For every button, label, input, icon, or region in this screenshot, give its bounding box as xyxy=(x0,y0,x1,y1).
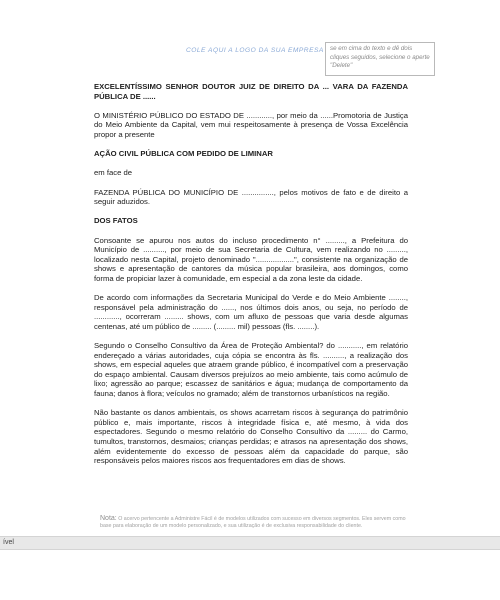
status-bar-text: ível xyxy=(3,539,14,546)
defendant-paragraph: FAZENDA PÚBLICA DO MUNICÍPIO DE ..............., pelos motivos de fato e de direito a seguir aduzidos. xyxy=(94,187,408,207)
em-face-line: em face de xyxy=(94,168,133,178)
addressee-heading: EXCELENTÍSSIMO SENHOR DOUTOR JUIZ DE DIREITO DA ... VARA DA FAZENDA PÚBLICA DE ...... xyxy=(94,82,408,101)
status-bar xyxy=(0,536,500,550)
footnote xyxy=(100,516,406,529)
facts-paragraph: Consoante se apurou nos autos do incluso procedimento n° ........., a Prefeitura do Município de .........., por meio de sua Secretaria de Cultura, vem realizando no ........., localizado nesta Capital, projeto denominado "..................", consistente na organização de shows e apresentação de cantores da música popular brasileira, aos domingos, como forma de propiciar lazer à comunidade, em especial a da zona leste da cidade. xyxy=(94,235,408,283)
facts-paragraph: De acordo com informações da Secretaria Municipal do Verde e do Meio Ambiente ........, responsável pela administração do ......, nos últimos dois anos, ou seja, no período de ............, ocorreram ......... shows, com um afluxo de pessoas que varia desde algumas centenas, até um público de ......... (......... mil) pessoas (fls. ........). xyxy=(94,293,408,331)
facts-heading: DOS FATOS xyxy=(94,216,138,226)
facts-paragraph: Segundo o Conselho Consultivo da Área de Proteção Ambiental? do ..........., em relatório endereçado a várias autoridades, cuja cópia se encontra às fls. .........., a realização dos shows, em especial aqueles que atraem grande público, é incompatível com a preservação do espaço ambiental. Causam diversos prejuízos ao meio ambiente, tais como acúmulo de lixo; agressão ao parque; escassez de sanitários e água; mudança de comportamento da fauna; danos à flora; veículos no gramado; além de transtornos urbanísticos na região. xyxy=(94,341,408,398)
footnote-label: Nota: xyxy=(100,515,117,522)
instruction-note[interactable]: se em cima do texto e dê dois cliques seguidos, selecione o aperte "Delete" xyxy=(325,42,435,76)
logo-placeholder: COLE AQUI A LOGO DA SUA EMPRESA xyxy=(186,47,324,54)
document-body xyxy=(94,82,408,475)
action-title: AÇÃO CIVIL PÚBLICA COM PEDIDO DE LIMINAR xyxy=(94,149,273,159)
intro-paragraph: O MINISTÉRIO PÚBLICO DO ESTADO DE ............, por meio da ......Promotoria de Justiça do Meio Ambiente da Capital, vem mui respeitosamente à presença de Vossa Excelência propor a presente xyxy=(94,110,408,139)
facts-paragraph: Não bastante os danos ambientais, os shows acarretam riscos à segurança do patrimônio público e, mais importante, riscos à integridade física e, até mesmo, à vida dos espectadores. Segundo o mesmo relatório do Conselho Consultivo da ......... do Carmo, tumultos, transtornos, desmaios; crianças perdidas; e atrasos na apresentação dos shows, além evidentemente do excesso de pessoas além da capacidade do parque, são responsáveis pelos maiores riscos aos frequentadores em dias de shows. xyxy=(94,408,408,466)
footnote-text: O acervo pertencente a Administre Fácil é de modelos utilizados com sucesso em diversos segmentos. Eles servem como base para elaboração de um modelo personalizado, e sua utilização é de exclusiva responsabilidade do cliente. xyxy=(100,516,406,529)
